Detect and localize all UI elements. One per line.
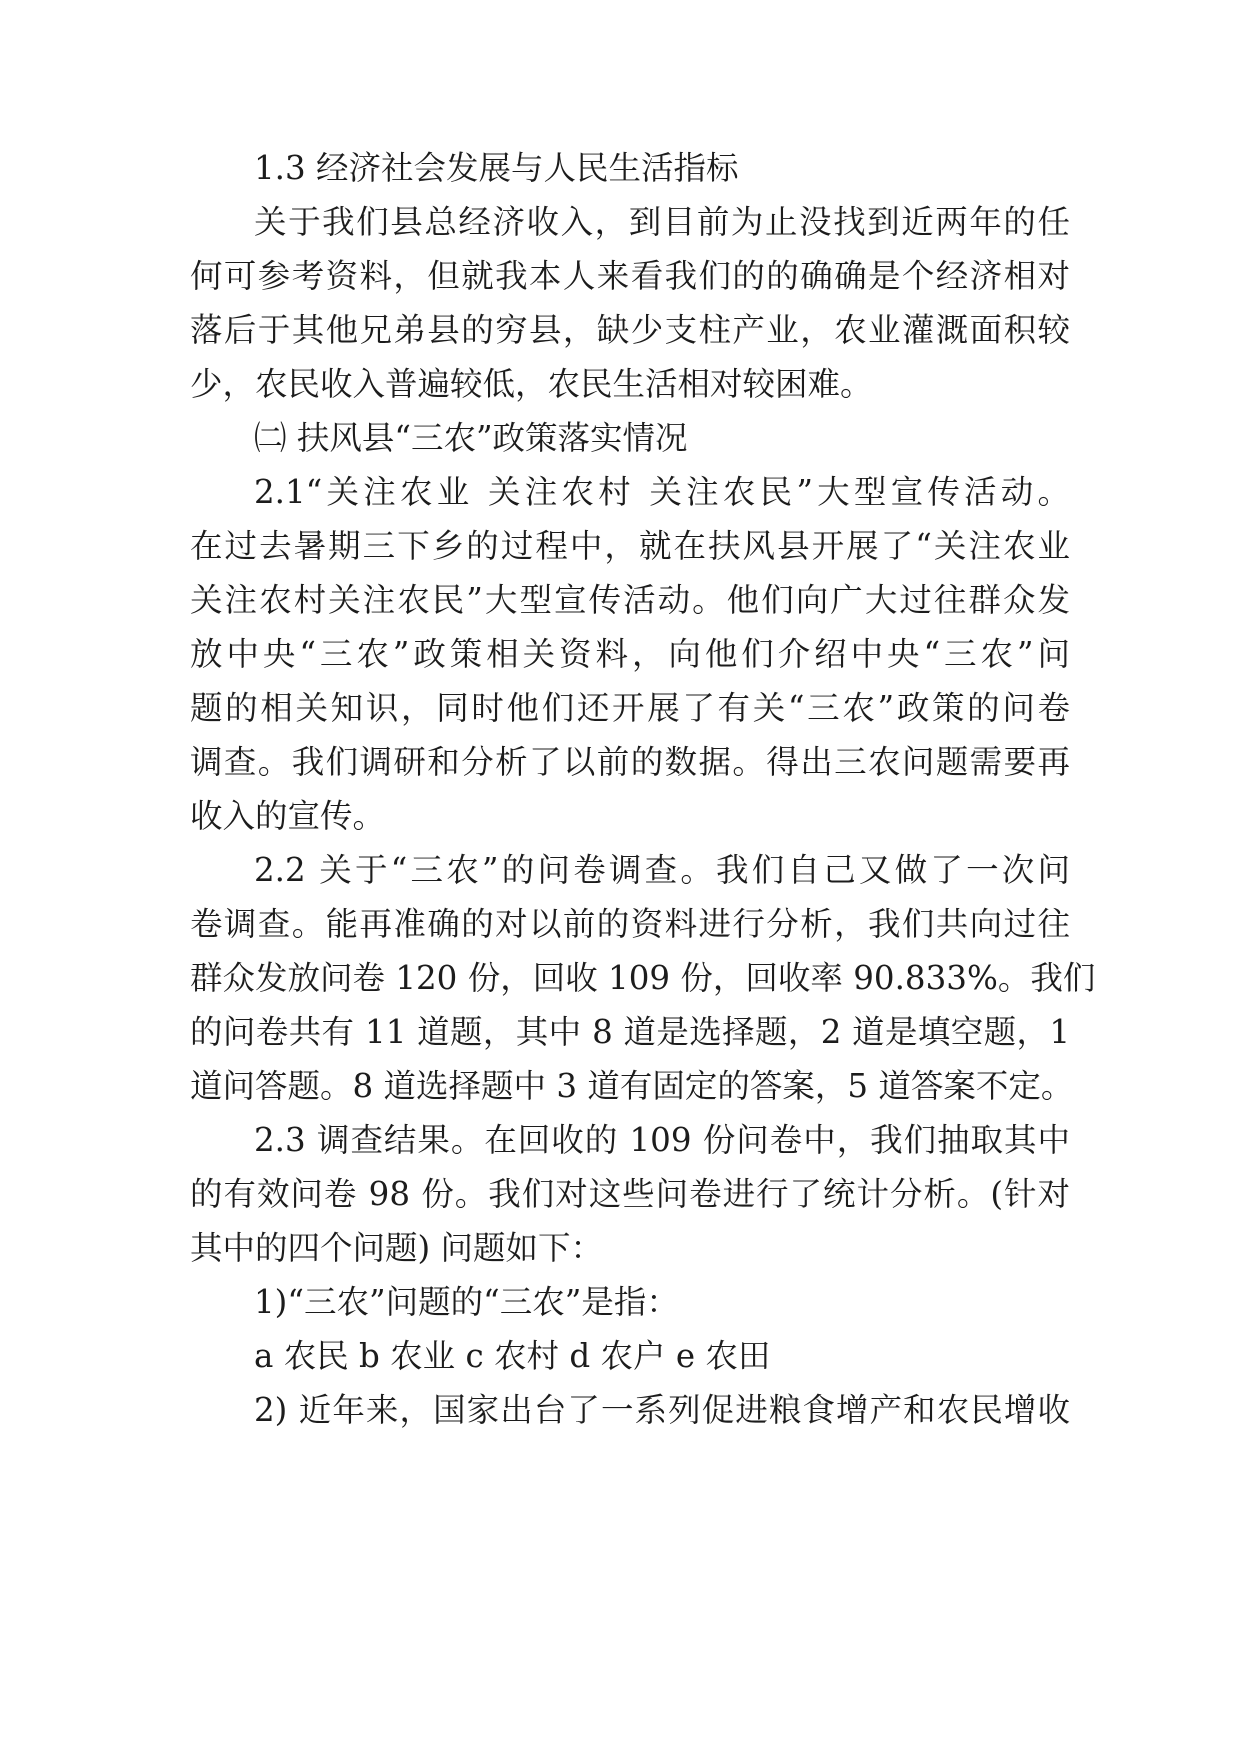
paragraph-line: 调查。我们调研和分析了以前的数据。得出三农问题需要再 [190,743,1070,781]
paragraph-line: 关注农村关注农民”大型宣传活动。他们向广大过往群众发 [190,581,1070,619]
paragraph-line: 其中的四个问题) 问题如下： [190,1229,604,1267]
paragraph-line: 关于我们县总经济收入，到目前为止没找到近两年的任 [254,203,1070,241]
paragraph-line: 少，农民收入普遍较低，农民生活相对较困难。 [190,365,873,403]
question-1: 1)“三农”问题的“三农”是指： [254,1283,679,1321]
paragraph-line: 的有效问卷 98 份。我们对这些问卷进行了统计分析。(针对 [190,1175,1070,1213]
paragraph-line: 2.3 调查结果。在回收的 109 份问卷中，我们抽取其中 [254,1121,1070,1159]
paragraph-line: 落后于其他兄弟县的穷县，缺少支柱产业，农业灌溉面积较 [190,311,1070,349]
question-1-options: a 农民 b 农业 c 农村 d 农户 e 农田 [254,1337,771,1375]
section-heading-2: ㈡ 扶风县“三农”政策落实情况 [254,419,688,457]
paragraph-line: 的问卷共有 11 道题，其中 8 道是选择题，2 道是填空题，1 [190,1013,1070,1051]
paragraph-line: 何可参考资料，但就我本人来看我们的的确确是个经济相对 [190,257,1070,295]
paragraph-line: 收入的宣传。 [190,797,386,835]
paragraph-line: 2.1“关注农业 关注农村 关注农民”大型宣传活动。 [254,473,1070,511]
paragraph-line: 道问答题。8 道选择题中 3 道有固定的答案，5 道答案不定。 [190,1067,1074,1105]
section-heading-1-3: 1.3 经济社会发展与人民生活指标 [254,149,739,187]
paragraph-line: 卷调查。能再准确的对以前的资料进行分析，我们共向过往 [190,905,1070,943]
paragraph-line: 在过去暑期三下乡的过程中，就在扶风县开展了“关注农业 [190,527,1070,565]
paragraph-line: 放中央“三农”政策相关资料，向他们介绍中央“三农”问 [190,635,1070,673]
paragraph-line: 2.2 关于“三农”的问卷调查。我们自己又做了一次问 [254,851,1070,889]
question-2: 2) 近年来，国家出台了一系列促进粮食增产和农民增收 [254,1391,1070,1429]
paragraph-line: 题的相关知识，同时他们还开展了有关“三农”政策的问卷 [190,689,1070,727]
paragraph-line: 群众发放问卷 120 份，回收 109 份，回收率 90.833%。我们 [190,959,1096,997]
